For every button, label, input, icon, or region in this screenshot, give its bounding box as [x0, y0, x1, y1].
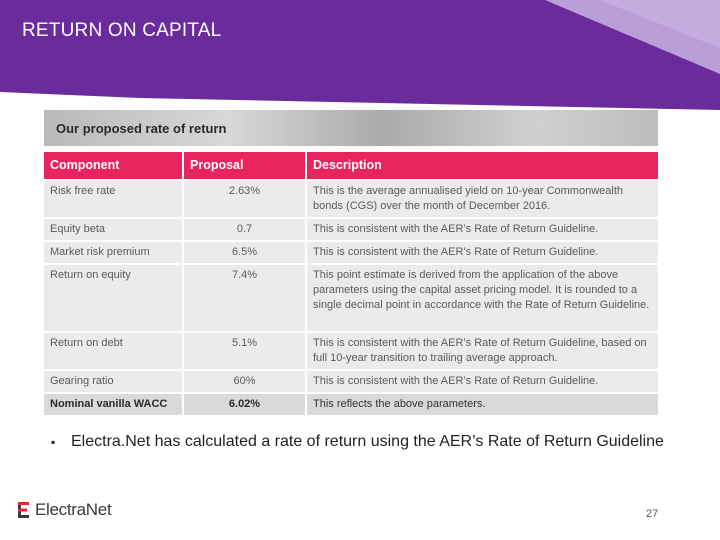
rate-of-return-table-image [44, 110, 658, 412]
table-total-row [44, 393, 658, 416]
row-component: Return on equity [44, 264, 183, 332]
title-banner [0, 0, 720, 110]
row-description: This is consistent with the AER’s Rate of Return Guideline, based on full 10-year transition to trailing average approach. [306, 332, 658, 370]
table-row [44, 180, 658, 218]
logo-wordmark: ElectraNet [35, 500, 112, 519]
bullet-point [51, 432, 671, 452]
row-proposal: 6.5% [183, 241, 306, 264]
row-description: This is consistent with the AER’s Rate of Return Guideline. [306, 241, 658, 264]
row-component: Market risk premium [44, 241, 183, 264]
row-proposal: 7.4% [183, 264, 306, 332]
table-caption-bar [44, 110, 658, 146]
row-description: This is consistent with the AER’s Rate of Return Guideline. [306, 370, 658, 393]
row-description: This point estimate is derived from the application of the above parameters using the capital asset pricing model. It is rounded to a single decimal point in accordance with the Rate of Return Guideline. [306, 264, 658, 332]
table-row [44, 264, 658, 332]
row-proposal: 0.7 [183, 218, 306, 241]
table-caption: Our proposed rate of return [56, 120, 227, 136]
bullet-marker: ▪ [51, 435, 56, 449]
page-number: 27 [646, 508, 659, 520]
row-description: This is the average annualised yield on 10-year Commonwealth bonds (CGS) over the month of December 2016. [306, 180, 658, 218]
table-row [44, 218, 658, 241]
row-proposal: 60% [183, 370, 306, 393]
table-header-row [44, 152, 658, 180]
bullet-text: Electra.Net has calculated a rate of return using the AER’s Rate of Return Guideline [71, 433, 664, 450]
table-row [44, 241, 658, 264]
electranet-logo-icon [17, 501, 33, 519]
row-proposal: 2.63% [183, 180, 306, 218]
row-component: Gearing ratio [44, 370, 183, 393]
row-component: Equity beta [44, 218, 183, 241]
total-proposal: 6.02% [183, 393, 306, 416]
electranet-logo [17, 500, 111, 520]
table-row [44, 370, 658, 393]
row-proposal: 5.1% [183, 332, 306, 370]
table-row [44, 332, 658, 370]
header-proposal: Proposal [183, 152, 306, 180]
total-component: Nominal vanilla WACC [44, 393, 183, 416]
row-component: Risk free rate [44, 180, 183, 218]
rate-table [44, 152, 658, 417]
row-description: This is consistent with the AER’s Rate of Return Guideline. [306, 218, 658, 241]
header-description: Description [306, 152, 658, 180]
slide-title: RETURN ON CAPITAL [22, 20, 222, 41]
row-component: Return on debt [44, 332, 183, 370]
header-component: Component [44, 152, 183, 180]
total-description: This reflects the above parameters. [306, 393, 658, 416]
